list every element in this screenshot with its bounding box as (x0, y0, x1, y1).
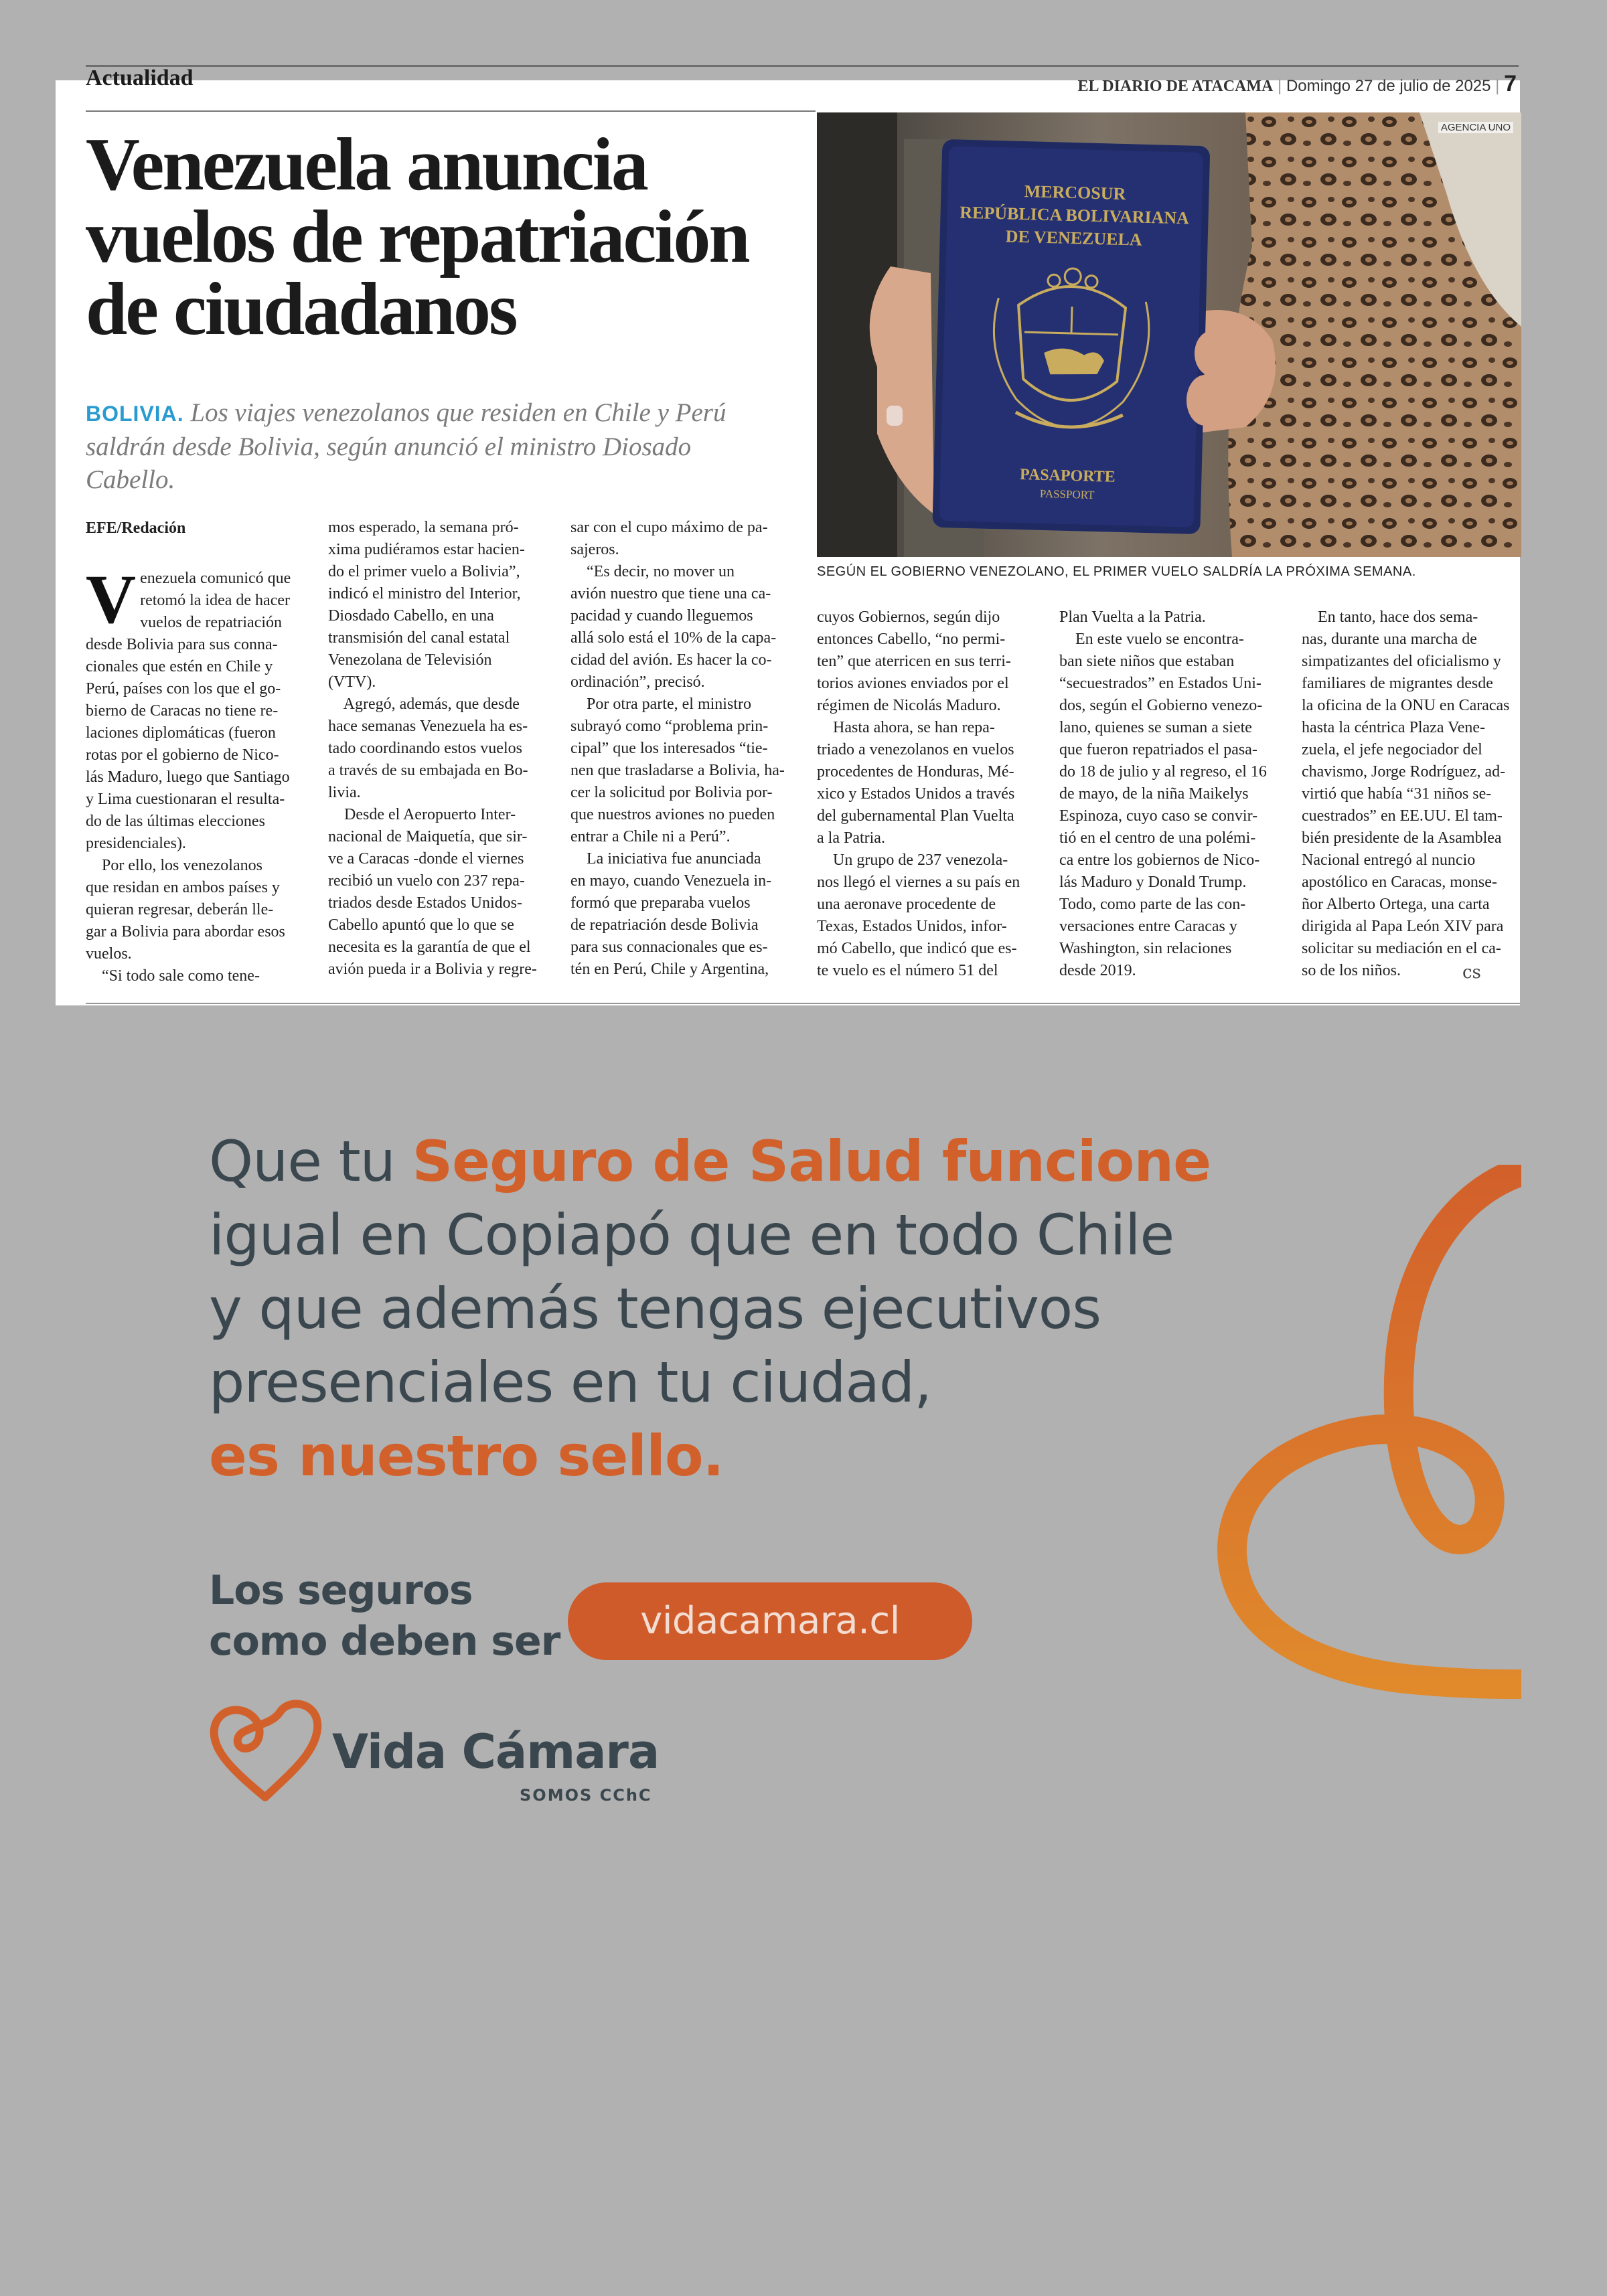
article-bottom-rule (86, 1003, 1520, 1004)
article-lead (86, 396, 812, 496)
article-column-2: mos esperado, la semana pró- xima pudiéramos estar hacien- do el primer vuelo a Bolivia”, indicó el ministro del Interior, Diosdado Cabello, en una transmisión del canal estatal Venezolana de Televisión (VTV). Agregó, además, que desde hace semanas Venezuela ha es- tado coordinando estos vuelos a través de su embajada en Bo- livia. Desde el Aeropuerto Inter- nacional de Maiquetía, que sir- ve a Caracas -donde el viernes recibió un vuelo con 237 repa- triados desde Estados Unidos- Cabello apuntó que lo que se necesita es la garantía de que el avión pueda ir a Bolivia y regre- (328, 519, 537, 978)
article-column-3: sar con el cupo máximo de pa- sajeros. “Es decir, no mover un avión nuestro que tiene una ca- pacidad y cuando lleguemos allá solo está el 10% de la capa- cidad del avión. Es hacer la co- ordinación”, precisó. Por otra parte, el ministro subrayó como “problema prin- cipal” que los interesados “tie- nen que trasladarse a Bolivia, ha- cer la solicitud por Bolivia por- que nuestros aviones no pueden entrar a Chile ni a Perú”. La iniciativa fue anunciada en mayo, cuando Venezuela in- formó que preparaba vuelos de repatriación desde Bolivia para sus connacionales que es- tén en Perú, Chile y Argentina, (570, 519, 785, 978)
column-text: enezuela comunicó que retomó la idea de hacer vuelos de repatriación desde Bolivia para sus conna- cionales que estén en Chile y Perú, países con los que el go- bierno de Caracas no tiene re- laciones diplomáticas (fueron rotas por el gobierno de Nico- lás Maduro, luego que Santiago y Lima cuestionaran el resulta- do de las últimas elecciones presidenciales). Por ello, los venezolanos que residan en ambos países y quieran regresar, deberán lle- gar a Bolivia para abordar esos vuelos. “Si todo sale como tene- (86, 570, 291, 985)
photo-credit: AGENCIA UNO (1438, 122, 1513, 133)
publication-info: EL DIARIO DE ATACAMA | Domingo 27 de julio de 2025 | 7 (1077, 71, 1517, 96)
lead-line: Los viajes venezolanos que residen en Chile y Perú (190, 398, 726, 427)
headline-line: de ciudadanos (86, 268, 516, 351)
article-column-6: En tanto, hace dos sema- nas, durante una marcha de simpatizantes del oficialismo y familiares de migrantes desde la oficina de la ONU en Caracas hasta la céntrica Plaza Vene- zuela, el jefe negociador del chavismo, Jorge Rodríguez, ad- virtió que había “31 niños se- cuestrados” en EE.UU. El tam- bién presidente de la Asamblea Nacional entregó al nuncio apostólico en Caracas, monse- ñor Alberto Ortega, una carta dirigida al Papa León XIV para solicitar su mediación en el ca- so de los niños. (1302, 608, 1510, 979)
vida-camara-heart-icon (206, 1697, 324, 1804)
byline: EFE/Redación (86, 519, 186, 537)
passport-passport: PASSPORT (1039, 487, 1095, 501)
passport-photo-illustration (817, 112, 1521, 557)
publication-name: EL DIARIO DE ATACAMA (1077, 78, 1274, 95)
brand-subtitle: SOMOS CChC (520, 1786, 652, 1805)
ad-url-button[interactable]: vidacamara.cl (568, 1582, 972, 1660)
ad-headline (209, 1125, 1211, 1493)
ad-headline-line: presenciales en tu ciudad, (209, 1349, 931, 1415)
article-column-1 (86, 561, 307, 987)
section-label: Actualidad (86, 66, 194, 90)
passport-pasaporte: PASAPORTE (1019, 466, 1116, 486)
page-number: 7 (1504, 71, 1517, 96)
ad-headline-line: Que tu Seguro de Salud funcione (209, 1129, 1211, 1194)
header-rule (86, 65, 1519, 67)
passport-line-1: MERCOSUR (1024, 181, 1126, 204)
article-headline (86, 123, 816, 351)
passport-line-3: DE VENEZUELA (1005, 226, 1143, 250)
photo-caption: SEGÚN EL GOBIERNO VENEZOLANO, EL PRIMER VUELO SALDRÍA LA PRÓXIMA SEMANA. (817, 564, 1416, 579)
lead-keyword: BOLIVIA. (86, 402, 184, 426)
lead-line: Cabello. (86, 465, 175, 494)
drop-cap: V (86, 561, 137, 638)
publication-date: Domingo 27 de julio de 2025 (1286, 77, 1491, 95)
ad-headline-line: es nuestro sello. (209, 1423, 724, 1489)
article-photo (817, 112, 1521, 557)
end-mark: cs (1462, 963, 1481, 983)
brand-name: Vida Cámara (332, 1724, 660, 1779)
lead-line: saldrán desde Bolivia, según anunció el ministro Diosado (86, 432, 692, 461)
headline-line: vuelos de repatriación (86, 195, 749, 278)
ad-headline-line: y que además tengas ejecutivos (209, 1276, 1101, 1341)
article-column-4: cuyos Gobiernos, según dijo entonces Cabello, “no permi- ten” que aterricen en sus terri- torios aviones enviados por el régimen de Nicolás Maduro. Hasta ahora, se han repa- triado a venezolanos en vuelos procedentes de Honduras, Mé- xico y Estados Unidos a través del gubernamental Plan Vuelta a la Patria. Un grupo de 237 venezola- nos llegó el viernes a su país en una aeronave procedente de Texas, Estados Unidos, infor- mó Cabello, que indicó que es- te vuelo es el número 51 del (817, 608, 1020, 979)
decorative-swirl (1205, 1165, 1521, 1714)
article-column-5: Plan Vuelta a la Patria. En este vuelo se encontra- ban siete niños que estaban “secuestrados” en Estados Uni- dos, según el Gobierno venezo- lano, quienes se suman a siete que fueron repatriados el pasa- do 18 de julio y al regreso, el 16 de mayo, de la niña Maikelys Espinoza, cuyo caso se convir- tió en el centro de una polémi- ca entre los gobiernos de Nico- lás Maduro y Donald Trump. Todo, como parte de las con- versaciones entre Caracas y Washington, sin relaciones desde 2019. (1059, 608, 1267, 979)
ad-headline-line: igual en Copiapó que en todo Chile (209, 1202, 1174, 1268)
headline-rule (86, 110, 816, 112)
passport-line-2: REPÚBLICA BOLIVARIANA (959, 202, 1190, 228)
headline-line: Venezuela anuncia (86, 123, 647, 206)
ad-tagline: Los seguros como deben ser (209, 1567, 560, 1665)
